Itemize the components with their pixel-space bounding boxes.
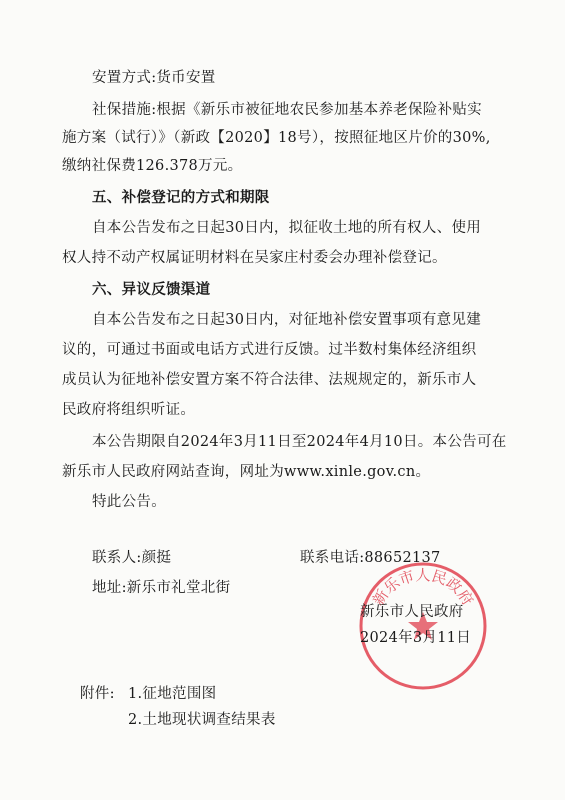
social-security-line-3: 缴纳社保费126.378万元。 bbox=[62, 158, 243, 174]
section-6-line-2: 议的，可通过书面或电话方式进行反馈。过半数村集体经济组织 bbox=[62, 342, 477, 358]
contact-phone: 联系电话:88652137 bbox=[300, 550, 441, 566]
seal-lettering: 新乐市人民政府 bbox=[368, 566, 478, 609]
attachment-item-2: 2.土地现状调查结果表 bbox=[128, 712, 276, 728]
section-5-heading: 五、补偿登记的方式和期限 bbox=[92, 190, 270, 206]
signature-issuer: 新乐市人民政府 bbox=[360, 604, 464, 620]
social-security-line-2: 施方案（试行）》（新政【2020】18号），按照征地区片价的30%, bbox=[62, 130, 491, 146]
notice-period-line-1: 本公告期限自2024年3月11日至2024年4月10日。本公告可在 bbox=[92, 434, 507, 450]
contact-address: 地址:新乐市礼堂北街 bbox=[92, 580, 231, 596]
section-6-line-1: 自本公告发布之日起30日内，对征地补偿安置事项有意见建 bbox=[92, 312, 482, 328]
section-6-line-4: 民政府将组织听证。 bbox=[62, 402, 196, 418]
attachments-label: 附件: bbox=[80, 686, 115, 702]
attachment-item-1: 1.征地范围图 bbox=[128, 686, 217, 702]
closing-text: 特此公告。 bbox=[92, 494, 166, 510]
resettlement-method: 安置方式:货币安置 bbox=[92, 70, 216, 86]
section-5-line-2: 权人持不动产权属证明材料在吴家庄村委会办理补偿登记。 bbox=[62, 250, 447, 266]
section-6-line-3: 成员认为征地补偿安置方案不符合法律、法规规定的，新乐市人 bbox=[62, 372, 477, 388]
signature-date: 2024年3月11日 bbox=[360, 630, 472, 646]
official-seal bbox=[357, 560, 489, 692]
social-security-line-1: 社保措施:根据《新乐市被征地农民参加基本养老保险补贴实 bbox=[92, 102, 482, 118]
notice-period-line-2: 新乐市人民政府网站查询，网址为www.xinle.gov.cn。 bbox=[62, 464, 431, 480]
section-5-line-1: 自本公告发布之日起30日内，拟征收土地的所有权人、使用 bbox=[92, 220, 482, 236]
section-6-heading: 六、异议反馈渠道 bbox=[92, 282, 211, 298]
contact-person: 联系人:颜挺 bbox=[92, 550, 172, 566]
